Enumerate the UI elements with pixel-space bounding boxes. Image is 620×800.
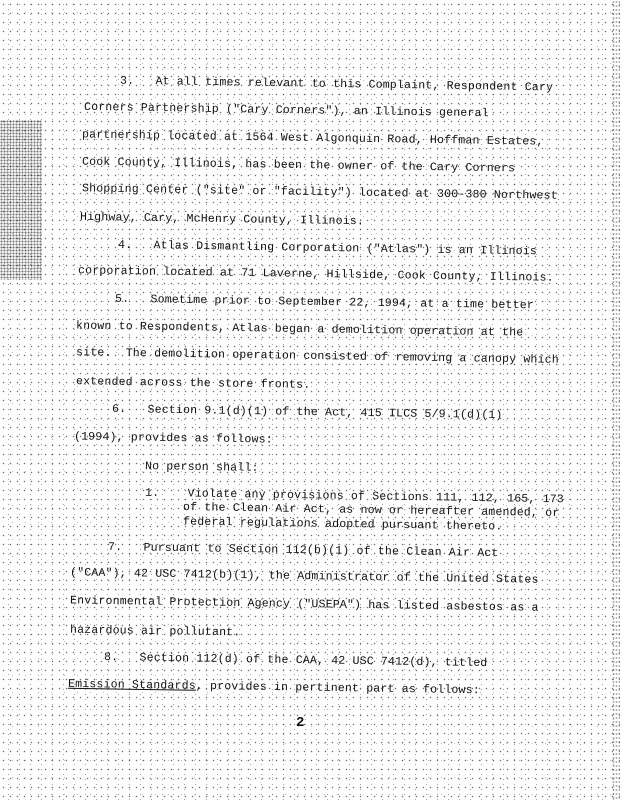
quoted-statute-intro: No person shall: — [144, 460, 259, 475]
paragraph-7-line-3: Environmental Protection Agency ("USEPA") has listed asbestos as a — [69, 594, 539, 615]
quoted-statute-line-3: federal regulations adopted pursuant thereto. — [182, 515, 503, 534]
quoted-statute-line-1: 1. Violate any provisions of Sections 111, 112, 165, 173 — [144, 486, 565, 507]
paragraph-7-line-4: hazardous air pollutant. — [69, 623, 241, 640]
paragraph-8-line-2 — [68, 678, 480, 698]
paragraph-3-line-3: partnership located at 1564 West Algonquin Road, Hoffman Estates, — [81, 128, 544, 149]
paragraph-8-line-1: 8. Section 112(d) of the CAA, 42 USC 7412(d), titled — [103, 650, 488, 671]
paragraph-4-line-1: 4. Atlas Dismantling Corporation ("Atlas") is an Illinois — [117, 238, 538, 259]
paragraph-5-line-3: site. The demolition operation consisted of removing a canopy which — [75, 346, 559, 367]
paragraph-4-line-2: corporation located at 71 Laverne, Hillside, Cook County, Illinois. — [77, 264, 554, 285]
paragraph-6-line-1: 6. Section 9.1(d)(1) of the Act, 415 ILCS 5/9.1(d)(1) — [111, 402, 503, 423]
paragraph-5-line-1: 5. Sometime prior to September 22, 1994, at a time better — [114, 292, 535, 313]
page-number: 2 — [296, 715, 305, 731]
paragraph-7-line-2: ("CAA"), 42 USC 7412(b)(1), the Administrator of the United States — [69, 566, 539, 587]
paragraph-3-line-2: Corners Partnership ("Cary Corners"), an Illinois general — [83, 100, 489, 121]
scan-noise-right — [612, 0, 620, 800]
paragraph-5-line-4: extended across the store fronts. — [75, 375, 311, 392]
scan-noise-left — [0, 120, 42, 280]
paragraph-3-line-4: Cook County, Illinois, has been the owner of the Cary Corners — [81, 155, 516, 176]
paragraph-8-line-2-rest: , provides in pertinent part as follows: — [195, 679, 480, 698]
paragraph-5-line-2: known to Respondents, Atlas began a demolition operation at the — [75, 319, 524, 340]
paragraph-6-line-2: (1994), provides as follows: — [73, 430, 273, 447]
paragraph-3-line-6: Highway, Cary, McHenry County, Illinois. — [79, 210, 365, 229]
emission-standards-title: Emission Standards — [67, 677, 196, 693]
paragraph-3-line-5: Shopping Center ("site" or "facility") located at 300-380 Northwest — [81, 182, 558, 203]
paragraph-3-line-1: 3. At all times relevant to this Complaint, Respondent Cary — [119, 74, 554, 95]
quoted-statute-line-2: of the Clean Air Act, as now or hereafter amended, or — [182, 501, 560, 520]
paragraph-7-line-1: 7. Pursuant to Section 112(b)(1) of the Clean Air Act — [107, 540, 499, 561]
